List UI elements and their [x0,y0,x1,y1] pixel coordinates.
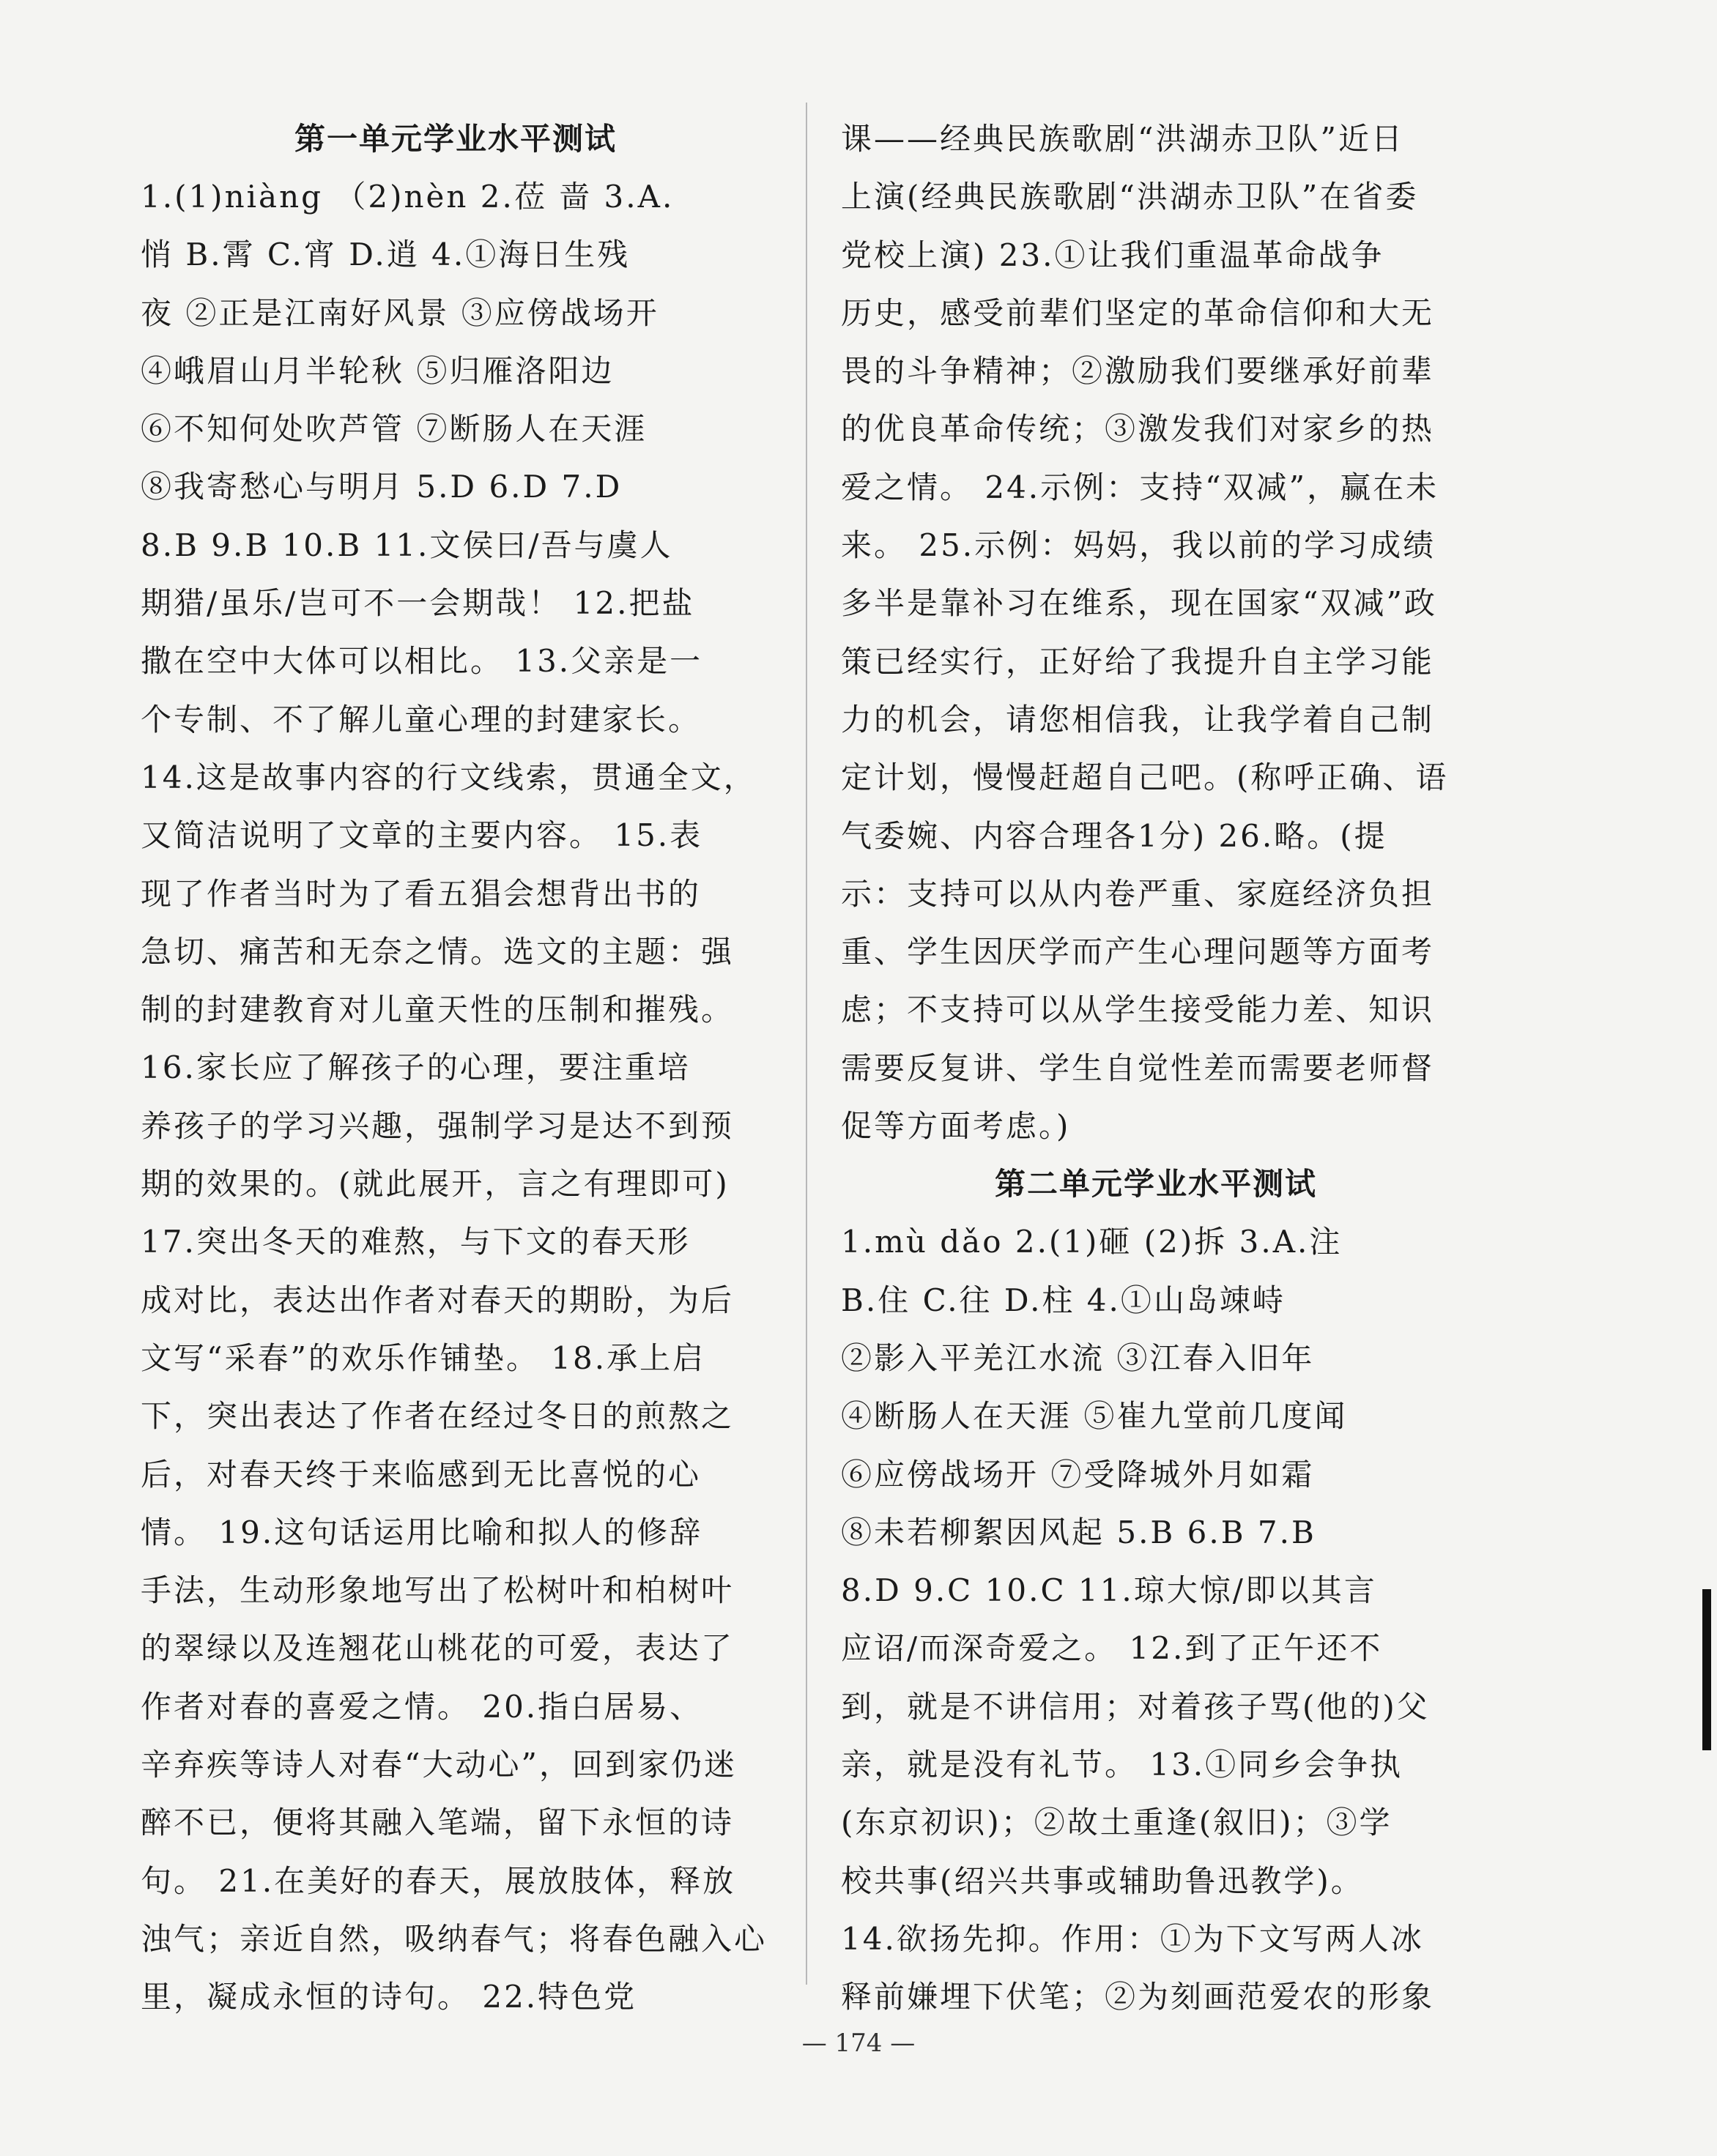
text-line: 多半是靠补习在维系，现在国家“双减”政 [841,585,1437,622]
left-column-body [141,168,771,2026]
text-line: ⑥不知何处吹芦管 ⑦断肠人在天涯 [141,411,648,447]
text-line: 来。 25.示例：妈妈，我以前的学习成绩 [841,527,1436,564]
right-column-body-top [841,110,1471,1155]
text-line: 成对比，表达出作者对春天的期盼，为后 [141,1282,735,1318]
text-line: 力的机会，请您相信我，让我学着自己制 [841,701,1435,737]
text-line: 悄 B.霄 C.宵 D.逍 4.①海日生残 [141,237,631,273]
text-line: 作者对春的喜爱之情。 20.指白居易、 [141,1688,703,1725]
text-line: 制的封建教育对儿童天性的压制和摧残。 [141,992,735,1028]
text-line: 的优良革命传统；③激发我们对家乡的热 [841,411,1435,447]
text-line: 下，突出表达了作者在经过冬日的煎熬之 [141,1398,735,1435]
text-line: 到，就是不讲信用；对着孩子骂(他的)父 [841,1688,1430,1725]
text-line: 辛弃疾等诗人对春“大动心”，回到家仍迷 [141,1747,737,1783]
text-line: 课——经典民族歌剧“洪湖赤卫队”近日 [841,121,1404,157]
text-line: 气委婉、内容合理各1分) 26.略。(提 [841,817,1387,854]
text-line: 里，凝成永恒的诗句。 22.特色党 [141,1979,637,2015]
text-line: 需要反复讲、学生自觉性差而需要老师督 [841,1049,1435,1086]
text-line: 重、学生因厌学而产生心理问题等方面考 [841,934,1435,970]
text-line: 夜 ②正是江南好风景 ③应傍战场开 [141,294,659,331]
left-column [141,110,771,2026]
text-line: 促等方面考虑。) [841,1108,1071,1145]
text-line: 虑；不支持可以从学生接受能力差、知识 [841,992,1435,1028]
text-line: 定计划，慢慢赶超自己吧。(称呼正确、语 [841,759,1449,796]
text-line: 亲，就是没有礼节。 13.①同乡会争执 [841,1747,1403,1783]
text-line: 养孩子的学习兴趣，强制学习是达不到预 [141,1107,735,1144]
right-column-body-bottom [841,1213,1471,2026]
text-line: ④断肠人在天涯 ⑤崔九堂前几度闻 [841,1398,1348,1435]
text-line: 8.D 9.C 10.C 11.琼大惊/即以其言 [841,1572,1377,1609]
text-line: 文写“采春”的欢乐作铺垫。 18.承上启 [141,1339,706,1376]
text-line: 醉不已，便将其融入笔端，留下永恒的诗 [141,1804,735,1841]
text-line: 期猎/虽乐/岂可不一会期哉！ 12.把盐 [141,585,695,622]
text-line: 17.突出冬天的难熬，与下文的春天形 [141,1224,691,1260]
right-column [841,110,1471,2026]
text-line: ⑥应傍战场开 ⑦受降城外月如霜 [841,1456,1315,1493]
text-line: 情。 19.这句话运用比喻和拟人的修辞 [141,1514,703,1550]
text-line: 释前嫌埋下伏笔；②为刻画范爱农的形象 [841,1979,1435,2015]
text-line: 的翠绿以及连翘花山桃花的可爱，表达了 [141,1630,735,1667]
text-line: 期的效果的。(就此展开，言之有理即可) [141,1166,730,1202]
text-line: 历史，感受前辈们坚定的革命信仰和大无 [841,294,1435,331]
text-line: 校共事(绍兴共事或辅助鲁迅教学)。 [841,1862,1364,1899]
text-line: 1.mù dǎo 2.(1)砸 (2)拆 3.A.注 [841,1224,1343,1260]
text-line: 手法，生动形象地写出了松树叶和柏树叶 [141,1572,735,1609]
text-line: 撒在空中大体可以相比。 13.父亲是一 [141,643,703,680]
text-line: 14.这是故事内容的行文线索，贯通全文， [141,759,757,795]
text-line: 爱之情。 24.示例：支持“双减”，赢在未 [841,469,1439,505]
text-line: 句。 21.在美好的春天，展放肢体，释放 [141,1862,736,1899]
text-line: 8.B 9.B 10.B 11.文侯曰/吾与虞人 [141,527,673,563]
text-line: (东京初识)；②故土重逢(叙旧)；③学 [841,1804,1392,1841]
text-line: 又简洁说明了文章的主要内容。 15.表 [141,817,703,854]
section-heading-unit-1: 第一单元学业水平测试 [294,121,617,157]
page-number: — 174 — [801,2029,916,2058]
text-line: ⑧未若柳絮因风起 5.B 6.B 7.B [841,1514,1316,1550]
text-line: 现了作者当时为了看五猖会想背出书的 [141,875,702,912]
text-line: 16.家长应了解孩子的心理，要注重培 [141,1049,691,1086]
text-line: 1.(1)niàng （2)nèn 2.莅 啬 3.A. [141,179,675,215]
text-line: 个专制、不了解儿童心理的封建家长。 [141,701,702,737]
text-line: 上演(经典民族歌剧“洪湖赤卫队”在省委 [841,179,1419,215]
section-heading-unit-2: 第二单元学业水平测试 [994,1166,1317,1202]
text-line: B.住 C.往 D.柱 4.①山岛竦峙 [841,1282,1286,1318]
text-line: 党校上演) 23.①让我们重温革命战争 [841,237,1384,273]
text-line: 急切、痛苦和无奈之情。选文的主题：强 [141,933,735,970]
text-line: ⑧我寄愁心与明月 5.D 6.D 7.D [141,469,623,505]
text-line: 策已经实行，正好给了我提升自主学习能 [841,643,1435,680]
text-line: 后，对春天终于来临感到无比喜悦的心 [141,1456,702,1493]
text-line: 畏的斗争精神；②激励我们要继承好前辈 [841,353,1435,390]
text-line: 浊气；亲近自然，吸纳春气；将春色融入心 [141,1920,768,1957]
scan-edge-mark [1702,1589,1711,1750]
text-line: 示：支持可以从内卷严重、家庭经济负担 [841,875,1435,912]
text-line: ④峨眉山月半轮秋 ⑤归雁洛阳边 [141,352,615,389]
text-line: 应诏/而深奇爱之。 12.到了正午还不 [841,1630,1383,1667]
text-line: 14.欲扬先抑。作用：①为下文写两人冰 [841,1920,1424,1957]
text-line: ②影入平羌江水流 ③江春入旧年 [841,1339,1315,1376]
column-divider [806,103,807,1985]
